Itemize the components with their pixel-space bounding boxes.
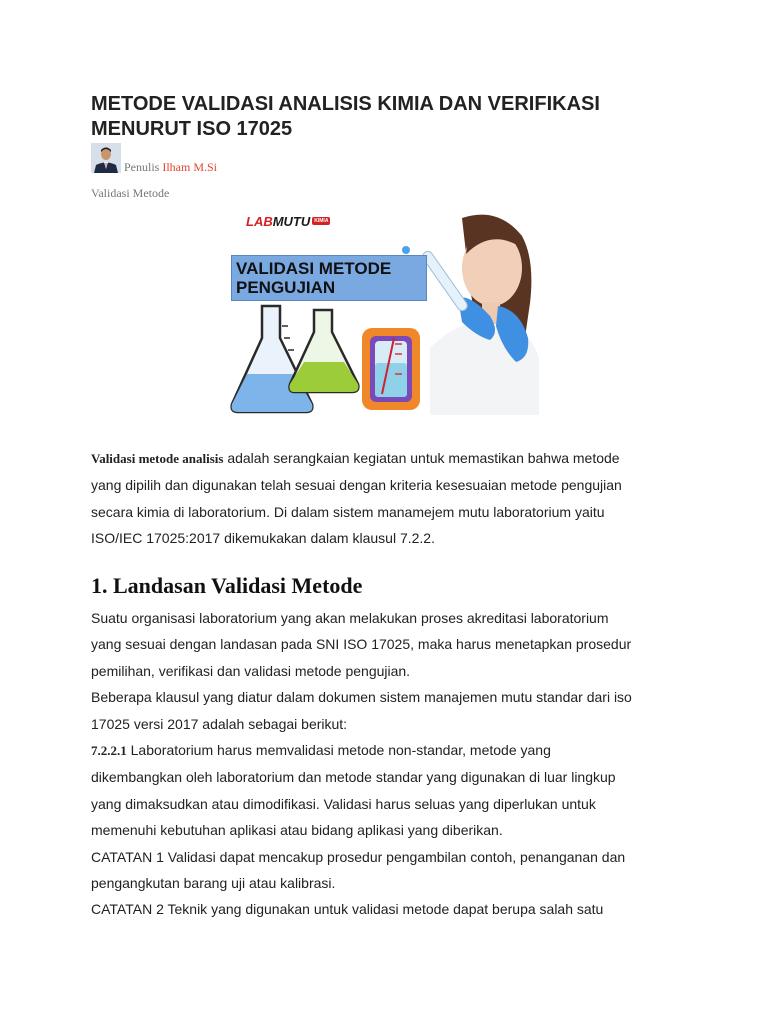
clause-line: CATATAN 1 Validasi dapat mencakup prosedur pengambilan contoh, penanganan dan <box>91 848 626 865</box>
clause-line: memenuhi kebutuhan aplikasi atau bidang aplikasi yang diberikan. <box>91 822 503 839</box>
intro-lead: Validasi metode analisis <box>91 451 224 466</box>
title-line-1: METODE VALIDASI ANALISIS KIMIA DAN VERIFIKASI <box>91 93 600 115</box>
intro-line-2: yang dipilih dan digunakan telah sesuai dengan kriteria kesesuaian metode pengujian <box>91 477 622 494</box>
title-line-2: MENURUT ISO 17025 <box>91 118 293 140</box>
section-line: Beberapa klausul yang diatur dalam dokumen sistem manajemen mutu standar dari iso <box>91 689 632 706</box>
category-label[interactable]: Validasi Metode <box>91 186 170 200</box>
section-line: Suatu organisasi laboratorium yang akan melakukan proses akreditasi laboratorium <box>91 610 609 626</box>
clause-line-1 <box>91 737 681 764</box>
logo-mutu-text: MUTU <box>272 213 311 229</box>
section-line: pemilihan, verifikasi dan validasi metode pengujian. <box>91 662 411 679</box>
clause-line: CATATAN 2 Teknik yang digunakan untuk validasi metode dapat berupa salah satu <box>91 901 604 918</box>
author-prefix: Penulis <box>124 160 163 174</box>
article-title <box>91 92 691 142</box>
intro-paragraph <box>91 445 681 552</box>
banner-line-1: VALIDASI METODE <box>236 259 392 278</box>
intro-line-3: secara kimia di laboratorium. Di dalam sistem manamejem mutu laboratorium yaitu <box>91 503 605 520</box>
clause-line: dikembangkan oleh laboratorium dan metode standar yang digunakan di luar lingkup <box>91 769 616 786</box>
author-byline <box>124 160 217 175</box>
section-line: 17025 versi 2017 adalah sebagai berikut: <box>91 715 348 732</box>
clause-line-1-rest: Laboratorium harus memvalidasi metode non-standar, metode yang <box>126 742 551 759</box>
intro-line-1 <box>91 445 681 472</box>
section-heading: 1. Landasan Validasi Metode <box>91 573 363 598</box>
hero-image <box>230 198 539 415</box>
clause-line: yang dimaksudkan atau dimodifikasi. Validasi harus seluas yang diperlukan untuk <box>91 795 596 812</box>
clause-line: pengangkutan barang uji atau kalibrasi. <box>91 875 336 892</box>
intro-line-1-rest: adalah serangkaian kegiatan untuk memastikan bahwa metode <box>223 450 620 466</box>
author-avatar[interactable] <box>91 143 121 173</box>
clause-number: 7.2.2.1 <box>91 743 127 759</box>
author-name-link[interactable]: Ilham M.Si <box>162 160 218 174</box>
section-body <box>91 605 681 923</box>
labmutu-logo <box>246 210 330 232</box>
section-line: yang sesuai dengan landasan pada SNI ISO 17025, maka harus menetapkan prosedur <box>91 636 632 653</box>
intro-line-4: ISO/IEC 17025:2017 dikemukakan dalam klausul 7.2.2. <box>91 530 435 547</box>
hero-banner <box>231 255 427 301</box>
banner-line-2: PENGUJIAN <box>236 278 336 297</box>
logo-tag: KIMIA <box>314 218 329 224</box>
logo-lab-text: LAB <box>246 213 273 229</box>
